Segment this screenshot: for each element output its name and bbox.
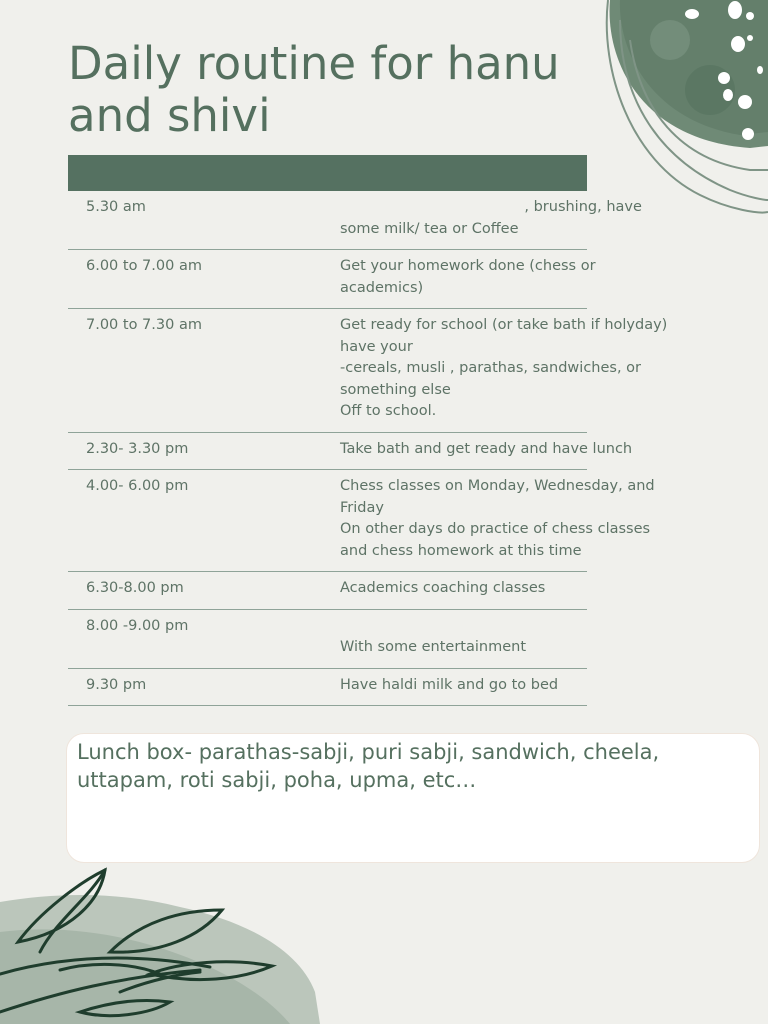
row-activity: Chess classes on Monday, Wednesday, and Friday On other days do practice of chess classes and chess homework at this time xyxy=(340,478,655,559)
row-activity: With some entertainment xyxy=(340,639,527,655)
row-activity: , brushing, have some milk/ tea or Coffee xyxy=(340,199,642,237)
table-row xyxy=(68,433,633,471)
row-time: 4.00- 6.00 pm xyxy=(86,478,189,494)
row-activity: Have haldi milk and go to bed xyxy=(340,676,559,693)
row-time: 6.30-8.00 pm xyxy=(86,580,184,596)
row-time: 7.00 to 7.30 am xyxy=(86,317,202,333)
lunch-box-note: Lunch box- parathas-sabji, puri sabji, sandwich, cheela, uttapam, roti sabji, poha, upma, etc… xyxy=(66,733,760,863)
page-title: Daily routine for hanu and shivi xyxy=(68,37,560,142)
table-row xyxy=(68,610,587,669)
row-time: 5.30 am xyxy=(86,199,146,215)
row-activity: Academics coaching classes xyxy=(340,580,546,596)
row-time: 2.30- 3.30 pm xyxy=(86,440,189,457)
table-row xyxy=(68,470,655,572)
table-row xyxy=(68,250,596,309)
routine-table xyxy=(68,191,688,706)
leaf-branch-decoration xyxy=(0,862,340,1024)
row-activity: Take bath and get ready and have lunch xyxy=(340,440,633,457)
row-time: 9.30 pm xyxy=(86,676,147,693)
table-row xyxy=(68,309,668,433)
table-header-bar xyxy=(68,155,587,191)
table-row xyxy=(68,191,642,250)
row-activity: Get ready for school (or take bath if holyday) have your -cereals, musli , parathas, sandwiches, or something else Off to school. xyxy=(340,317,668,419)
row-time: 6.00 to 7.00 am xyxy=(86,258,202,274)
row-time: 8.00 -9.00 pm xyxy=(86,617,189,634)
table-row xyxy=(68,572,587,610)
row-activity: Get your homework done (chess or academics) xyxy=(340,258,596,296)
table-row xyxy=(68,669,587,707)
watercolor-circle-decoration xyxy=(600,0,768,220)
